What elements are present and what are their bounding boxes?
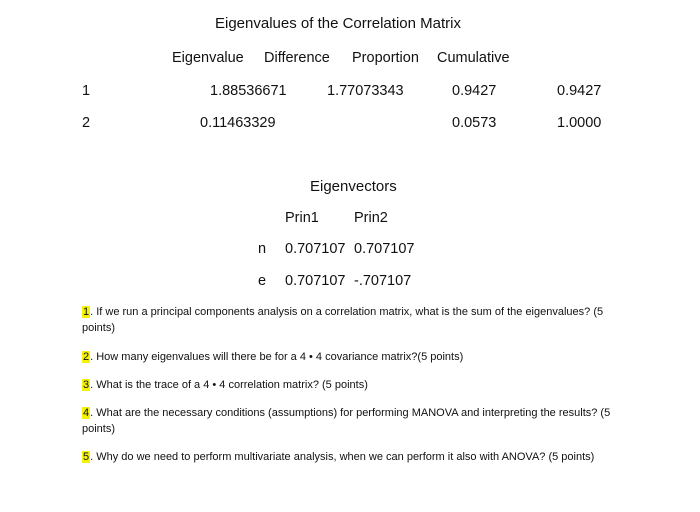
question-4-number: 4: [83, 407, 90, 419]
question-3-number: 3: [83, 379, 90, 391]
question-2: [82, 349, 612, 365]
row-2-proportion: 0.0573: [452, 115, 497, 131]
question-5-text: . Why do we need to perform multivariate analysis, when we can perform it also with ANOVA? (5 points): [90, 451, 595, 463]
question-4: [82, 405, 612, 437]
eigvec-row-e-prin2: -.707107: [354, 273, 412, 289]
question-2-number: 2: [83, 351, 90, 363]
question-2-text: . How many eigenvalues will there be for a 4 • 4 covariance matrix?(5 points): [90, 351, 464, 363]
question-3: [82, 377, 612, 393]
header-eigenvalue: Eigenvalue: [172, 50, 244, 66]
question-1: [82, 304, 612, 336]
question-5: [82, 449, 612, 465]
row-2-cumulative: 1.0000: [557, 115, 602, 131]
question-1-number: 1: [83, 306, 90, 318]
header-difference: Difference: [264, 50, 330, 66]
header-cumulative: Cumulative: [437, 50, 510, 66]
header-prin2: Prin2: [354, 210, 388, 226]
row-1-index: 1: [82, 83, 91, 99]
eigvec-row-n-prin2: 0.707107: [354, 241, 415, 257]
eigenvectors-title: Eigenvectors: [310, 178, 397, 195]
question-1-text: . If we run a principal components analysis on a correlation matrix, what is the sum of the eigenvalues? (5 points): [82, 306, 604, 334]
row-1-proportion: 0.9427: [452, 83, 497, 99]
eigvec-row-n-label: n: [258, 241, 267, 257]
question-4-text: . What are the necessary conditions (assumptions) for performing MANOVA and interpreting the results? (5 points): [82, 407, 611, 435]
header-proportion: Proportion: [352, 50, 419, 66]
row-1-cumulative: 0.9427: [557, 83, 602, 99]
row-2-eigenvalue: 0.11463329: [200, 115, 276, 131]
row-1-difference: 1.77073343: [327, 83, 404, 99]
eigvec-row-e-prin1: 0.707107: [285, 273, 346, 289]
row-2-index: 2: [82, 115, 91, 131]
eigvec-row-e-label: e: [258, 273, 267, 289]
row-1-eigenvalue: 1.88536671: [210, 83, 287, 99]
header-prin1: Prin1: [285, 210, 319, 226]
eigvec-row-n-prin1: 0.707107: [285, 241, 346, 257]
eigenvalues-title: Eigenvalues of the Correlation Matrix: [215, 15, 461, 32]
question-5-number: 5: [83, 451, 90, 463]
question-3-text: . What is the trace of a 4 • 4 correlation matrix? (5 points): [90, 379, 368, 391]
